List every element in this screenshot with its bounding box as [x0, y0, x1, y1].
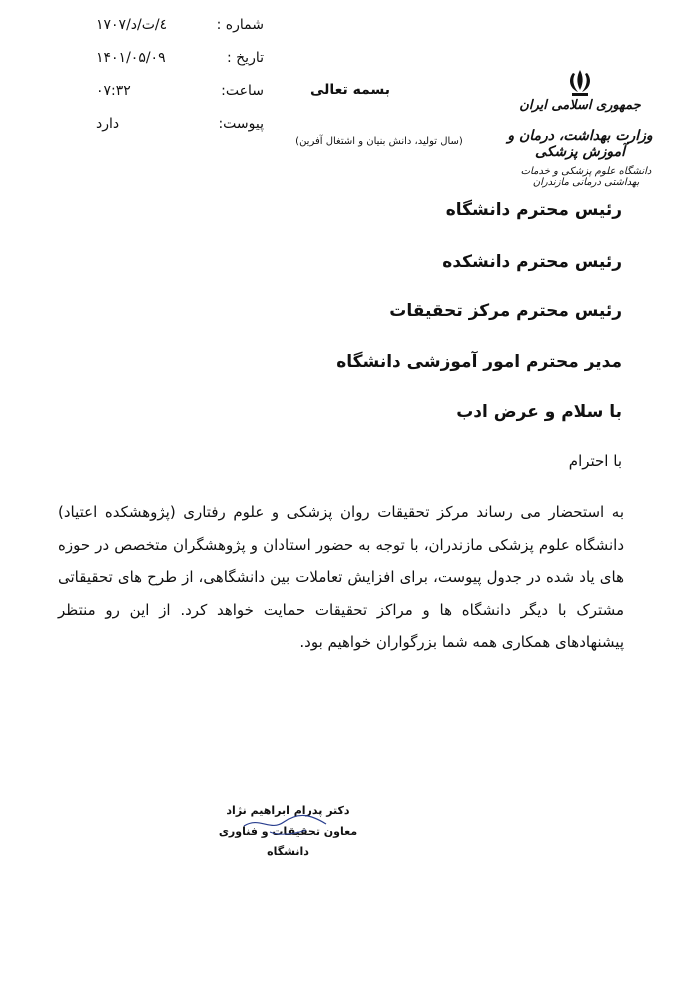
date-row — [92, 47, 264, 80]
time-value: ۰۷:۳۲ — [96, 83, 131, 99]
date-value: ۱۴۰۱/۰۵/۰۹ — [96, 50, 166, 66]
time-label: ساعت: — [221, 83, 264, 99]
addressee-line: مدیر محترم امور آموزشی دانشگاه — [336, 352, 622, 372]
signatory-name: دکتر پدرام ابراهیم نژاد — [226, 804, 350, 817]
attachment-row — [92, 113, 264, 146]
addressee-line: رئیس محترم دانشگاه — [445, 200, 622, 220]
header-ministry: وزارت بهداشت، درمان و آموزش پزشکی — [507, 128, 653, 160]
besmeh-heading: بسمه تعالی — [309, 82, 391, 98]
attachment-value: دارد — [96, 116, 120, 132]
iran-emblem-icon — [564, 68, 596, 98]
year-motto: (سال تولید، دانش بنیان و اشتغال آفرین) — [295, 136, 463, 147]
attachment-label: پیوست: — [218, 116, 264, 132]
ministry-header — [490, 68, 670, 192]
number-label: شماره : — [216, 17, 264, 33]
signature-scribble-icon — [240, 806, 330, 840]
addressee-line: رئیس محترم دانشکده — [442, 252, 622, 272]
letter-body: به استحضار می رساند مرکز تحقیقات روان پزشکی و علوم رفتاری (پژوهشکده اعتیاد) دانشگاه علوم پزشکی مازندران، با توجه به حضور استادان و پژوهشگران متخصص در حوزه های یاد شده در جدول پیوست، برای افزایش تعاملات بین دانشگاهی، از طرح های تحقیقاتی مشترک با دیگر دانشگاه ها و مراکز تحقیقات حمایت خواهد کرد. از این رو منتظر پیشنهادهای همکاری همه شما بزرگواران خواهیم بود. — [58, 503, 624, 651]
header-republic: جمهوری اسلامی ایران — [519, 98, 641, 113]
signature-block — [200, 800, 376, 858]
addressee-line: رئیس محترم مرکز تحقیقات — [389, 301, 622, 321]
salutation: با سلام و عرض ادب — [456, 402, 622, 422]
date-label: تاریخ : — [226, 50, 264, 66]
number-value: ۱۷۰۷/٤/ت/د — [96, 17, 168, 33]
header-university: دانشگاه علوم پزشکی و خدمات بهداشتی درمانی مازندران — [520, 166, 652, 188]
greeting: با احترام — [568, 452, 622, 470]
number-row — [92, 14, 264, 47]
signatory-title: معاون تحقیقات و فناوری دانشگاه — [218, 825, 358, 858]
time-row — [92, 80, 264, 113]
letter-meta — [92, 14, 264, 146]
